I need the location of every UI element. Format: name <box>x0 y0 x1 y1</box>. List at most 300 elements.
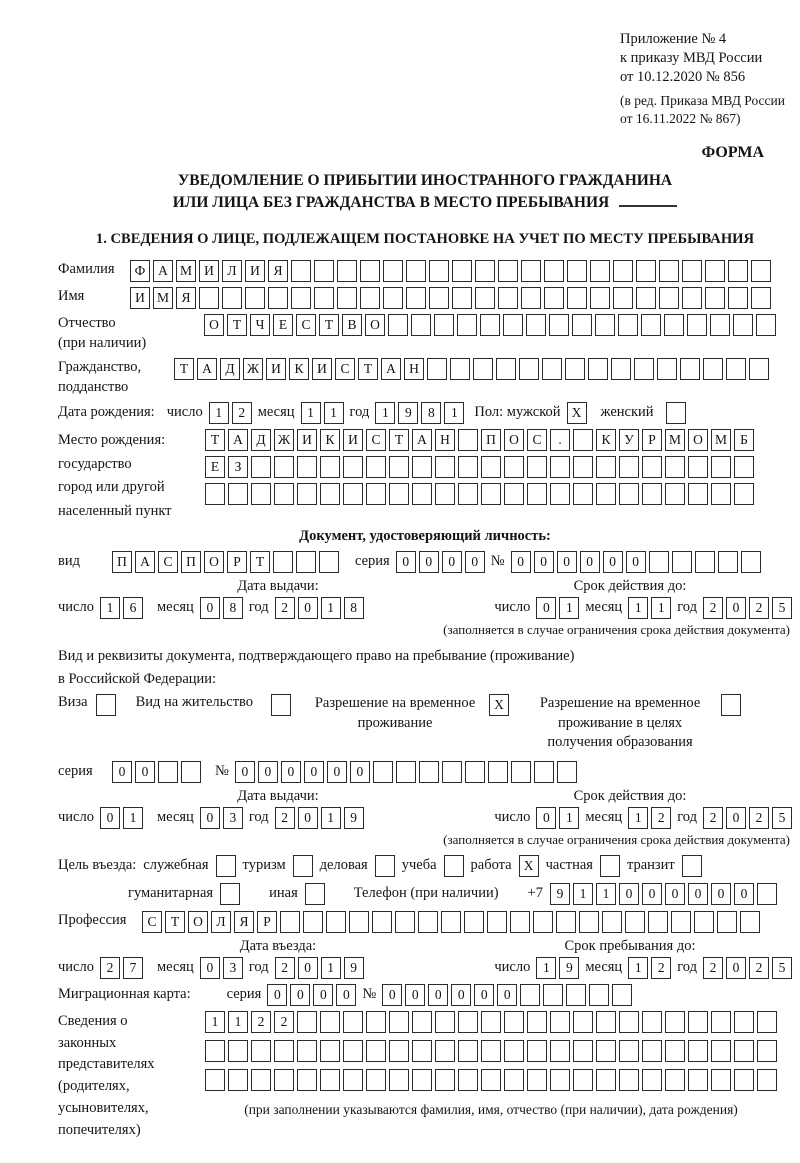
char-cell[interactable]: 0 <box>100 807 120 829</box>
permit-issue-month-cells[interactable] <box>200 807 243 829</box>
char-cell[interactable] <box>383 287 403 309</box>
char-cell[interactable]: 0 <box>688 883 708 905</box>
char-cell[interactable] <box>337 287 357 309</box>
char-cell[interactable]: 0 <box>536 807 556 829</box>
char-cell[interactable]: И <box>343 429 363 451</box>
char-cell[interactable]: 2 <box>651 807 671 829</box>
char-cell[interactable] <box>705 287 725 309</box>
residence-permit-checkbox[interactable] <box>271 694 291 716</box>
char-cell[interactable] <box>642 1011 662 1033</box>
birth-year-cells[interactable] <box>375 402 464 424</box>
char-cell[interactable]: Д <box>251 429 271 451</box>
char-cell[interactable] <box>613 287 633 309</box>
char-cell[interactable]: Я <box>176 287 196 309</box>
birth-month-cells[interactable] <box>301 402 344 424</box>
char-cell[interactable] <box>705 260 725 282</box>
patronymic-cells[interactable] <box>204 314 776 336</box>
char-cell[interactable]: 0 <box>534 551 554 573</box>
char-cell[interactable] <box>756 314 776 336</box>
char-cell[interactable]: Л <box>222 260 242 282</box>
char-cell[interactable] <box>442 761 462 783</box>
char-cell[interactable] <box>481 1069 501 1091</box>
char-cell[interactable]: 7 <box>123 957 143 979</box>
char-cell[interactable] <box>406 287 426 309</box>
doc-valid-day-cells[interactable] <box>536 597 579 619</box>
char-cell[interactable] <box>711 1011 731 1033</box>
purpose-sluzhebnaya-checkbox[interactable] <box>216 855 236 877</box>
char-cell[interactable]: 0 <box>451 984 471 1006</box>
char-cell[interactable]: 2 <box>651 957 671 979</box>
char-cell[interactable] <box>757 1011 777 1033</box>
char-cell[interactable] <box>521 260 541 282</box>
char-cell[interactable] <box>389 456 409 478</box>
phone-cells[interactable] <box>550 883 777 905</box>
char-cell[interactable] <box>596 1040 616 1062</box>
char-cell[interactable]: М <box>176 260 196 282</box>
stay-month-cells[interactable] <box>628 957 671 979</box>
char-cell[interactable]: 3 <box>223 807 243 829</box>
char-cell[interactable]: А <box>381 358 401 380</box>
char-cell[interactable]: 0 <box>580 551 600 573</box>
char-cell[interactable] <box>665 1040 685 1062</box>
representatives-cells-row1[interactable] <box>205 1011 777 1033</box>
char-cell[interactable]: А <box>228 429 248 451</box>
char-cell[interactable] <box>320 1011 340 1033</box>
char-cell[interactable] <box>389 483 409 505</box>
permit-seria-cells[interactable] <box>112 761 201 783</box>
char-cell[interactable] <box>419 761 439 783</box>
char-cell[interactable] <box>481 456 501 478</box>
char-cell[interactable] <box>481 483 501 505</box>
char-cell[interactable] <box>596 1069 616 1091</box>
char-cell[interactable]: 9 <box>344 807 364 829</box>
char-cell[interactable] <box>228 483 248 505</box>
representatives-cells-row2[interactable] <box>205 1040 777 1062</box>
char-cell[interactable]: И <box>297 429 317 451</box>
char-cell[interactable] <box>458 456 478 478</box>
citizenship-cells[interactable] <box>174 358 769 380</box>
char-cell[interactable] <box>314 287 334 309</box>
char-cell[interactable] <box>320 1040 340 1062</box>
char-cell[interactable] <box>711 1069 731 1091</box>
char-cell[interactable]: 0 <box>726 597 746 619</box>
char-cell[interactable] <box>527 1011 547 1033</box>
char-cell[interactable] <box>245 287 265 309</box>
char-cell[interactable] <box>337 260 357 282</box>
char-cell[interactable] <box>366 1040 386 1062</box>
char-cell[interactable] <box>565 358 585 380</box>
stay-day-cells[interactable] <box>536 957 579 979</box>
char-cell[interactable] <box>303 911 323 933</box>
char-cell[interactable] <box>642 483 662 505</box>
char-cell[interactable]: 0 <box>557 551 577 573</box>
char-cell[interactable] <box>412 456 432 478</box>
char-cell[interactable] <box>579 911 599 933</box>
char-cell[interactable]: 9 <box>344 957 364 979</box>
char-cell[interactable] <box>625 911 645 933</box>
char-cell[interactable] <box>389 1069 409 1091</box>
char-cell[interactable]: Т <box>250 551 270 573</box>
char-cell[interactable] <box>383 260 403 282</box>
char-cell[interactable] <box>728 287 748 309</box>
char-cell[interactable] <box>181 761 201 783</box>
char-cell[interactable] <box>711 483 731 505</box>
char-cell[interactable] <box>504 1040 524 1062</box>
char-cell[interactable] <box>481 1011 501 1033</box>
char-cell[interactable] <box>480 314 500 336</box>
char-cell[interactable]: А <box>153 260 173 282</box>
birth-day-cells[interactable] <box>209 402 252 424</box>
char-cell[interactable] <box>734 456 754 478</box>
char-cell[interactable] <box>510 911 530 933</box>
char-cell[interactable]: 6 <box>123 597 143 619</box>
purpose-gumanitarnaya-checkbox[interactable] <box>220 883 240 905</box>
char-cell[interactable]: И <box>312 358 332 380</box>
char-cell[interactable]: С <box>296 314 316 336</box>
char-cell[interactable]: 8 <box>421 402 441 424</box>
char-cell[interactable]: 1 <box>321 807 341 829</box>
char-cell[interactable] <box>498 287 518 309</box>
char-cell[interactable] <box>527 1040 547 1062</box>
char-cell[interactable]: 0 <box>626 551 646 573</box>
char-cell[interactable] <box>533 911 553 933</box>
char-cell[interactable]: 0 <box>642 883 662 905</box>
char-cell[interactable] <box>326 911 346 933</box>
char-cell[interactable] <box>273 551 293 573</box>
permit-num-cells[interactable] <box>235 761 577 783</box>
char-cell[interactable]: З <box>228 456 248 478</box>
char-cell[interactable] <box>475 287 495 309</box>
char-cell[interactable] <box>619 483 639 505</box>
char-cell[interactable] <box>297 1040 317 1062</box>
stay-year-cells[interactable] <box>703 957 792 979</box>
char-cell[interactable]: Т <box>205 429 225 451</box>
char-cell[interactable] <box>373 761 393 783</box>
char-cell[interactable]: 1 <box>573 883 593 905</box>
char-cell[interactable]: Я <box>234 911 254 933</box>
char-cell[interactable] <box>205 483 225 505</box>
sex-female-checkbox[interactable] <box>666 402 686 424</box>
char-cell[interactable] <box>360 287 380 309</box>
char-cell[interactable] <box>589 984 609 1006</box>
char-cell[interactable] <box>694 911 714 933</box>
char-cell[interactable] <box>671 911 691 933</box>
char-cell[interactable] <box>205 1069 225 1091</box>
char-cell[interactable] <box>612 984 632 1006</box>
sex-male-checkbox[interactable]: X <box>567 402 587 424</box>
profession-cells[interactable] <box>142 911 760 933</box>
doc-valid-month-cells[interactable] <box>628 597 671 619</box>
char-cell[interactable]: 0 <box>135 761 155 783</box>
char-cell[interactable]: 0 <box>298 807 318 829</box>
char-cell[interactable] <box>588 358 608 380</box>
doc-type-cells[interactable] <box>112 551 339 573</box>
char-cell[interactable]: С <box>142 911 162 933</box>
char-cell[interactable] <box>412 1040 432 1062</box>
char-cell[interactable] <box>343 483 363 505</box>
char-cell[interactable]: 2 <box>232 402 252 424</box>
char-cell[interactable] <box>619 1011 639 1033</box>
char-cell[interactable] <box>521 287 541 309</box>
doc-num-cells[interactable] <box>511 551 761 573</box>
purpose-chastnaya-checkbox[interactable] <box>600 855 620 877</box>
char-cell[interactable]: 1 <box>321 957 341 979</box>
char-cell[interactable]: Р <box>257 911 277 933</box>
char-cell[interactable] <box>435 1011 455 1033</box>
char-cell[interactable] <box>657 358 677 380</box>
char-cell[interactable]: Б <box>734 429 754 451</box>
char-cell[interactable] <box>757 1040 777 1062</box>
char-cell[interactable] <box>464 911 484 933</box>
char-cell[interactable] <box>710 314 730 336</box>
char-cell[interactable] <box>757 883 777 905</box>
char-cell[interactable] <box>291 260 311 282</box>
char-cell[interactable] <box>550 456 570 478</box>
char-cell[interactable] <box>251 456 271 478</box>
char-cell[interactable] <box>503 314 523 336</box>
entry-month-cells[interactable] <box>200 957 243 979</box>
char-cell[interactable]: П <box>481 429 501 451</box>
char-cell[interactable] <box>672 551 692 573</box>
char-cell[interactable] <box>429 260 449 282</box>
char-cell[interactable]: К <box>320 429 340 451</box>
char-cell[interactable]: 0 <box>298 597 318 619</box>
char-cell[interactable] <box>251 483 271 505</box>
char-cell[interactable] <box>602 911 622 933</box>
char-cell[interactable]: 0 <box>711 883 731 905</box>
char-cell[interactable] <box>297 483 317 505</box>
char-cell[interactable] <box>688 456 708 478</box>
char-cell[interactable] <box>452 260 472 282</box>
char-cell[interactable] <box>619 1040 639 1062</box>
char-cell[interactable] <box>636 287 656 309</box>
permit-valid-day-cells[interactable] <box>536 807 579 829</box>
char-cell[interactable]: 1 <box>228 1011 248 1033</box>
char-cell[interactable]: 0 <box>511 551 531 573</box>
char-cell[interactable] <box>205 1040 225 1062</box>
char-cell[interactable]: 0 <box>396 551 416 573</box>
char-cell[interactable]: 0 <box>474 984 494 1006</box>
char-cell[interactable]: 3 <box>223 957 243 979</box>
char-cell[interactable] <box>665 1011 685 1033</box>
char-cell[interactable]: 0 <box>258 761 278 783</box>
char-cell[interactable]: А <box>412 429 432 451</box>
char-cell[interactable] <box>550 1040 570 1062</box>
char-cell[interactable]: 0 <box>603 551 623 573</box>
char-cell[interactable] <box>734 1069 754 1091</box>
char-cell[interactable] <box>649 551 669 573</box>
char-cell[interactable] <box>534 761 554 783</box>
migration-seria-cells[interactable] <box>267 984 356 1006</box>
char-cell[interactable] <box>475 260 495 282</box>
char-cell[interactable] <box>642 1040 662 1062</box>
visa-checkbox[interactable] <box>96 694 116 716</box>
char-cell[interactable]: 2 <box>275 957 295 979</box>
char-cell[interactable]: Ч <box>250 314 270 336</box>
char-cell[interactable] <box>320 483 340 505</box>
char-cell[interactable]: Ж <box>274 429 294 451</box>
char-cell[interactable] <box>757 1069 777 1091</box>
char-cell[interactable]: 8 <box>223 597 243 619</box>
char-cell[interactable] <box>343 1011 363 1033</box>
char-cell[interactable] <box>320 1069 340 1091</box>
char-cell[interactable] <box>711 456 731 478</box>
char-cell[interactable] <box>435 1040 455 1062</box>
char-cell[interactable]: 9 <box>550 883 570 905</box>
doc-seria-cells[interactable] <box>396 551 485 573</box>
char-cell[interactable]: О <box>204 551 224 573</box>
char-cell[interactable] <box>573 429 593 451</box>
char-cell[interactable] <box>458 1069 478 1091</box>
char-cell[interactable] <box>280 911 300 933</box>
char-cell[interactable] <box>372 911 392 933</box>
char-cell[interactable]: 2 <box>275 597 295 619</box>
char-cell[interactable]: Р <box>642 429 662 451</box>
char-cell[interactable] <box>595 314 615 336</box>
char-cell[interactable] <box>435 1069 455 1091</box>
char-cell[interactable] <box>527 1069 547 1091</box>
char-cell[interactable]: П <box>112 551 132 573</box>
representatives-cells-row3[interactable] <box>205 1069 777 1091</box>
char-cell[interactable]: 2 <box>251 1011 271 1033</box>
char-cell[interactable] <box>741 551 761 573</box>
char-cell[interactable]: 1 <box>301 402 321 424</box>
char-cell[interactable] <box>544 260 564 282</box>
char-cell[interactable] <box>695 551 715 573</box>
permit-issue-year-cells[interactable] <box>275 807 364 829</box>
char-cell[interactable] <box>688 1069 708 1091</box>
char-cell[interactable]: 1 <box>559 807 579 829</box>
char-cell[interactable] <box>734 1040 754 1062</box>
char-cell[interactable] <box>567 260 587 282</box>
char-cell[interactable] <box>412 1011 432 1033</box>
char-cell[interactable] <box>429 287 449 309</box>
char-cell[interactable] <box>751 260 771 282</box>
char-cell[interactable] <box>406 260 426 282</box>
permit-issue-day-cells[interactable] <box>100 807 143 829</box>
char-cell[interactable]: И <box>199 260 219 282</box>
char-cell[interactable]: 0 <box>465 551 485 573</box>
char-cell[interactable] <box>297 1011 317 1033</box>
char-cell[interactable]: Я <box>268 260 288 282</box>
char-cell[interactable]: Т <box>358 358 378 380</box>
char-cell[interactable]: Л <box>211 911 231 933</box>
char-cell[interactable]: М <box>711 429 731 451</box>
char-cell[interactable] <box>733 314 753 336</box>
char-cell[interactable] <box>618 314 638 336</box>
char-cell[interactable]: 0 <box>665 883 685 905</box>
char-cell[interactable]: О <box>688 429 708 451</box>
char-cell[interactable]: Т <box>319 314 339 336</box>
char-cell[interactable] <box>412 483 432 505</box>
char-cell[interactable] <box>366 1069 386 1091</box>
purpose-rabota-checkbox[interactable]: X <box>519 855 539 877</box>
char-cell[interactable]: 0 <box>267 984 287 1006</box>
char-cell[interactable]: М <box>665 429 685 451</box>
char-cell[interactable]: 0 <box>497 984 517 1006</box>
char-cell[interactable] <box>496 358 516 380</box>
char-cell[interactable] <box>251 1040 271 1062</box>
char-cell[interactable] <box>434 314 454 336</box>
char-cell[interactable]: 1 <box>321 597 341 619</box>
char-cell[interactable] <box>274 483 294 505</box>
char-cell[interactable] <box>740 911 760 933</box>
char-cell[interactable] <box>458 1040 478 1062</box>
char-cell[interactable]: 1 <box>205 1011 225 1033</box>
char-cell[interactable]: 0 <box>734 883 754 905</box>
char-cell[interactable]: В <box>342 314 362 336</box>
char-cell[interactable]: 0 <box>419 551 439 573</box>
char-cell[interactable] <box>734 1011 754 1033</box>
char-cell[interactable]: 1 <box>375 402 395 424</box>
char-cell[interactable]: 1 <box>596 883 616 905</box>
char-cell[interactable] <box>680 358 700 380</box>
char-cell[interactable] <box>550 1069 570 1091</box>
char-cell[interactable] <box>297 456 317 478</box>
char-cell[interactable]: 0 <box>536 597 556 619</box>
char-cell[interactable]: О <box>188 911 208 933</box>
char-cell[interactable] <box>527 483 547 505</box>
surname-cells[interactable] <box>130 260 771 282</box>
char-cell[interactable] <box>450 358 470 380</box>
char-cell[interactable] <box>366 483 386 505</box>
char-cell[interactable]: 9 <box>559 957 579 979</box>
char-cell[interactable]: 2 <box>703 597 723 619</box>
char-cell[interactable]: 0 <box>405 984 425 1006</box>
char-cell[interactable] <box>504 1011 524 1033</box>
char-cell[interactable] <box>458 1011 478 1033</box>
char-cell[interactable] <box>665 483 685 505</box>
birthplace-cells-row2[interactable] <box>205 456 754 478</box>
char-cell[interactable]: М <box>153 287 173 309</box>
char-cell[interactable]: 0 <box>382 984 402 1006</box>
char-cell[interactable]: Ж <box>243 358 263 380</box>
migration-num-cells[interactable] <box>382 984 632 1006</box>
char-cell[interactable]: 0 <box>298 957 318 979</box>
char-cell[interactable]: 0 <box>112 761 132 783</box>
entry-year-cells[interactable] <box>275 957 364 979</box>
char-cell[interactable]: 0 <box>327 761 347 783</box>
char-cell[interactable]: 0 <box>304 761 324 783</box>
char-cell[interactable] <box>319 551 339 573</box>
char-cell[interactable] <box>488 761 508 783</box>
name-cells[interactable] <box>130 287 771 309</box>
char-cell[interactable] <box>642 456 662 478</box>
char-cell[interactable]: О <box>204 314 224 336</box>
char-cell[interactable] <box>557 761 577 783</box>
char-cell[interactable] <box>274 1069 294 1091</box>
char-cell[interactable] <box>435 456 455 478</box>
doc-valid-year-cells[interactable] <box>703 597 792 619</box>
char-cell[interactable] <box>465 761 485 783</box>
char-cell[interactable]: 8 <box>344 597 364 619</box>
char-cell[interactable]: 1 <box>536 957 556 979</box>
char-cell[interactable] <box>389 1011 409 1033</box>
char-cell[interactable]: У <box>619 429 639 451</box>
char-cell[interactable] <box>487 911 507 933</box>
char-cell[interactable]: Р <box>227 551 247 573</box>
char-cell[interactable] <box>291 287 311 309</box>
char-cell[interactable] <box>556 911 576 933</box>
char-cell[interactable] <box>619 456 639 478</box>
char-cell[interactable]: К <box>596 429 616 451</box>
char-cell[interactable] <box>251 1069 271 1091</box>
char-cell[interactable]: 2 <box>749 807 769 829</box>
char-cell[interactable]: 0 <box>200 957 220 979</box>
char-cell[interactable] <box>412 1069 432 1091</box>
char-cell[interactable] <box>734 483 754 505</box>
birthplace-cells-row3[interactable] <box>205 483 754 505</box>
